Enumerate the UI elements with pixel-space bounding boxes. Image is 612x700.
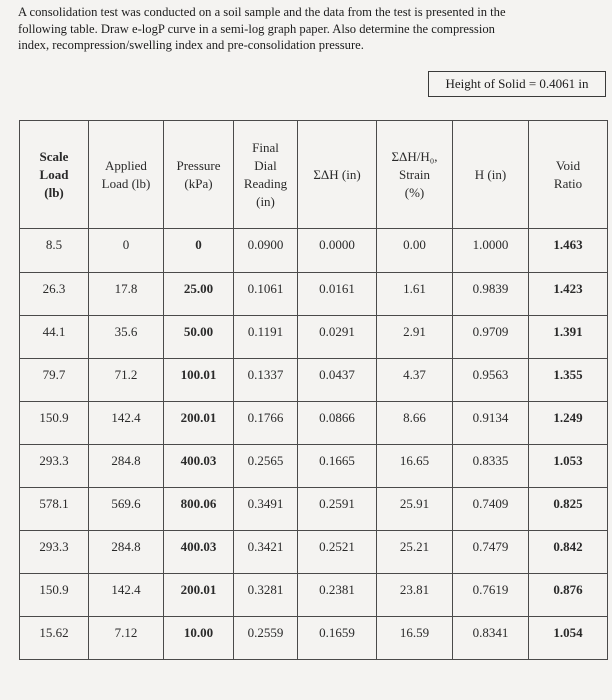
table-cell: 569.6	[89, 488, 164, 531]
table-cell: 23.81	[377, 574, 453, 617]
table-cell: 1.391	[529, 316, 608, 359]
table-row	[20, 316, 608, 359]
consolidation-data-table	[19, 120, 608, 660]
table-cell: 0.7479	[453, 531, 529, 574]
table-row	[20, 273, 608, 316]
table-cell: 800.06	[164, 488, 234, 531]
table-cell: 25.21	[377, 531, 453, 574]
header-line: Ratio	[553, 175, 583, 191]
table-cell: 0.3281	[234, 574, 298, 617]
header-line: H (in)	[474, 166, 507, 182]
table-cell: 1.61	[377, 273, 453, 316]
header-strain	[377, 121, 453, 229]
header-line: Scale	[39, 148, 69, 164]
table-cell: 200.01	[164, 574, 234, 617]
header-h	[453, 121, 529, 229]
table-cell: 293.3	[20, 445, 89, 488]
header-line: Pressure	[176, 157, 221, 173]
table-cell: 142.4	[89, 402, 164, 445]
table-cell: 2.91	[377, 316, 453, 359]
table-cell: 8.5	[20, 229, 89, 273]
header-line: Void	[555, 157, 581, 173]
header-scale-load	[20, 121, 89, 229]
table-cell: 284.8	[89, 531, 164, 574]
table-cell: 0.1665	[298, 445, 377, 488]
header-line: (kPa)	[184, 175, 213, 191]
table-cell: 16.65	[377, 445, 453, 488]
table-cell: 8.66	[377, 402, 453, 445]
table-cell: 284.8	[89, 445, 164, 488]
header-line: Strain	[398, 166, 431, 182]
table-cell: 26.3	[20, 273, 89, 316]
table-cell: 0.2591	[298, 488, 377, 531]
header-line: ΣΔH/H₀,	[391, 148, 438, 164]
header-line: Dial	[254, 157, 277, 173]
problem-line-2: following table. Draw e-logP curve in a semi-log graph paper. Also determine the compression	[18, 21, 495, 36]
table-cell: 200.01	[164, 402, 234, 445]
table-cell: 0.8341	[453, 617, 529, 660]
header-line: (in)	[256, 193, 275, 209]
table-cell: 142.4	[89, 574, 164, 617]
table-row	[20, 445, 608, 488]
table-row	[20, 617, 608, 660]
table-cell: 0.1766	[234, 402, 298, 445]
table-cell: 0.8335	[453, 445, 529, 488]
table-header-row	[20, 121, 608, 229]
problem-line-3: index, recompression/swelling index and pre-consolidation pressure.	[18, 38, 364, 52]
header-line: Load (lb)	[101, 175, 151, 191]
table-cell: 0.7409	[453, 488, 529, 531]
problem-statement	[18, 4, 604, 54]
table-cell: 0.0291	[298, 316, 377, 359]
table-row	[20, 574, 608, 617]
table-cell: 1.423	[529, 273, 608, 316]
table-cell: 0.1061	[234, 273, 298, 316]
table-cell: 44.1	[20, 316, 89, 359]
table-cell: 0.2565	[234, 445, 298, 488]
table-cell: 578.1	[20, 488, 89, 531]
table-cell: 1.249	[529, 402, 608, 445]
header-final-dial-reading	[234, 121, 298, 229]
table-cell: 150.9	[20, 574, 89, 617]
table-cell: 0.0161	[298, 273, 377, 316]
table-cell: 15.62	[20, 617, 89, 660]
table-cell: 0.842	[529, 531, 608, 574]
header-pressure	[164, 121, 234, 229]
header-line: (%)	[404, 184, 425, 200]
table-cell: 79.7	[20, 359, 89, 402]
table-cell: 0.0437	[298, 359, 377, 402]
table-cell: 25.00	[164, 273, 234, 316]
table-cell: 150.9	[20, 402, 89, 445]
table-cell: 0.3421	[234, 531, 298, 574]
table-cell: 10.00	[164, 617, 234, 660]
table-row	[20, 531, 608, 574]
table-cell: 1.355	[529, 359, 608, 402]
table-cell: 16.59	[377, 617, 453, 660]
table-cell: 0.1191	[234, 316, 298, 359]
table-cell: 0.9134	[453, 402, 529, 445]
table-body	[20, 229, 608, 660]
table-cell: 0.0000	[298, 229, 377, 273]
table-cell: 0	[164, 229, 234, 273]
table-cell: 0.0866	[298, 402, 377, 445]
table-cell: 0.9563	[453, 359, 529, 402]
table-cell: 0.2381	[298, 574, 377, 617]
table-cell: 1.0000	[453, 229, 529, 273]
table-cell: 1.463	[529, 229, 608, 273]
table-cell: 400.03	[164, 445, 234, 488]
table-cell: 0.00	[377, 229, 453, 273]
table-row	[20, 402, 608, 445]
table-cell: 0.0900	[234, 229, 298, 273]
table-cell: 25.91	[377, 488, 453, 531]
table-cell: 0	[89, 229, 164, 273]
table-row	[20, 229, 608, 273]
table-cell: 1.053	[529, 445, 608, 488]
table-cell: 17.8	[89, 273, 164, 316]
header-void-ratio	[529, 121, 608, 229]
table-cell: 50.00	[164, 316, 234, 359]
table-cell: 0.7619	[453, 574, 529, 617]
header-line: Reading	[243, 175, 288, 191]
table-cell: 400.03	[164, 531, 234, 574]
table-cell: 0.1659	[298, 617, 377, 660]
table-cell: 0.825	[529, 488, 608, 531]
table-cell: 0.2559	[234, 617, 298, 660]
header-line: Load	[39, 166, 69, 182]
problem-line-1: A consolidation test was conducted on a soil sample and the data from the test is presented in the	[18, 5, 506, 19]
table-cell: 0.1337	[234, 359, 298, 402]
table-cell: 4.37	[377, 359, 453, 402]
table-cell: 71.2	[89, 359, 164, 402]
table-cell: 0.9839	[453, 273, 529, 316]
table-cell: 7.12	[89, 617, 164, 660]
table-row	[20, 488, 608, 531]
table-cell: 0.9709	[453, 316, 529, 359]
table-cell: 0.3491	[234, 488, 298, 531]
height-of-solid-box: Height of Solid = 0.4061 in	[428, 71, 606, 97]
header-line: (lb)	[44, 184, 64, 200]
table-cell: 1.054	[529, 617, 608, 660]
header-line: Applied	[105, 157, 147, 173]
table-row	[20, 359, 608, 402]
table-cell: 100.01	[164, 359, 234, 402]
header-sum-delta-h	[298, 121, 377, 229]
header-applied-load	[89, 121, 164, 229]
table-cell: 0.2521	[298, 531, 377, 574]
table-cell: 0.876	[529, 574, 608, 617]
header-line: ΣΔH (in)	[313, 166, 361, 182]
header-line: Final	[252, 139, 279, 155]
table-cell: 35.6	[89, 316, 164, 359]
table-cell: 293.3	[20, 531, 89, 574]
